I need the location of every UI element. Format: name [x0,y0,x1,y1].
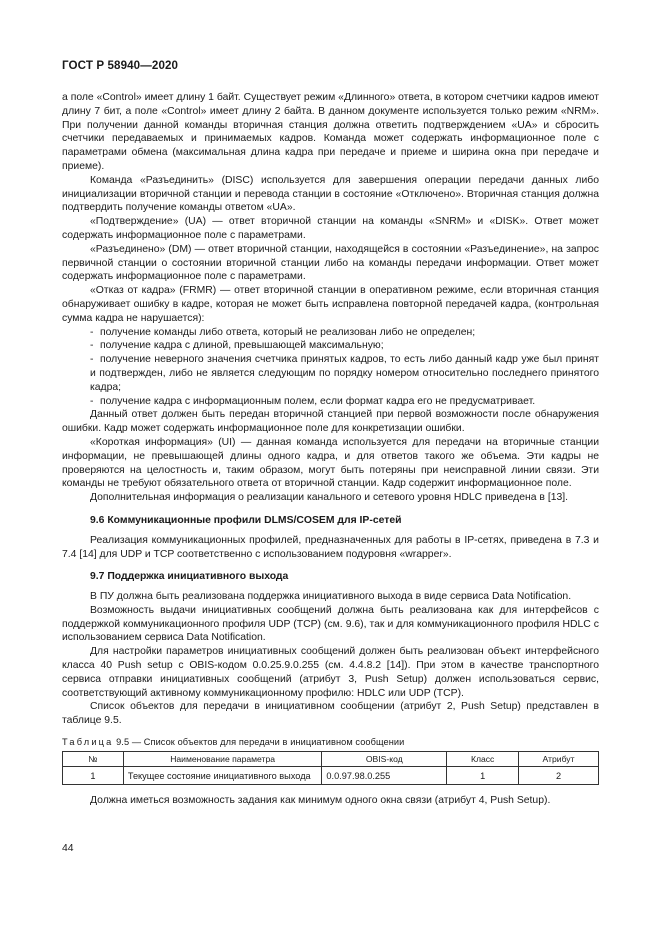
paragraph: В ПУ должна быть реализована поддержка инициативного выхода в виде сервиса Data Notification. [90,591,572,603]
list-dash: - [90,340,94,352]
objects-table [62,751,599,785]
table-caption-word: Таблица [62,737,114,748]
section-heading-9-6: 9.6 Коммуникационные профили DLMS/COSEM для IP-сетей [90,514,402,526]
table-cell: 0.0.97.98.0.255 [322,767,447,785]
document-header: ГОСТ Р 58940—2020 [62,59,179,72]
list-item-text: получение команды либо ответа, который не реализован либо не определен; [100,326,476,338]
paragraph: Возможность выдачи инициативных сообщений должна быть реализована как для интерфейсов с поддержкой коммуникационного профиля UDP (TCP) (см. 9.6), так и для коммуникационного профиля HDLC с использованием сервиса Data Notification. [62,604,599,644]
list-item-text: получение кадра с длиной, превышающей максимальную; [100,340,384,352]
list-item-text: получение кадра с информационным полем, если формат кадра его не предусматривает. [100,395,536,407]
column-header: OBIS-код [322,752,447,767]
list-dash: - [90,354,94,366]
paragraph: Список объектов для передачи в инициативном сообщении (атрибут 2, Push Setup) представлен в таблице 9.5. [62,701,599,727]
paragraph: Дополнительная информация о реализации канального и сетевого уровня HDLC приведена в [13]. [90,492,569,504]
paragraph: Для настройки параметров инициативных сообщений должен быть реализован объект интерфейсного класса 40 Push setup с OBIS-кодом 0.0.25.9.0.255 (см. 4.4.8.2 [14]). При этом в качестве транспортного сервиса отправки инициативных сообщений (атрибут 3, Push Setup) должен использоваться сервис, соответствующий активному коммуникационному профилю: HDLC или UDP (TCP). [62,646,599,699]
table-cell: Текущее состояние инициативного выхода [123,767,322,785]
column-header: Класс [447,752,519,767]
column-header: № [63,752,124,767]
column-header: Наименование параметра [123,752,322,767]
page-body [62,91,599,808]
list-item-text: получение неверного значения счетчика принятых кадров, то есть либо данный кадр уже был принят и подтвержден, либо не является следующим по порядку номером относительно последнего принятого кадра; [90,354,599,393]
list-dash: - [90,326,94,338]
paragraph: Команда «Разъединить» (DISC) используется для завершения операции передачи данных либо инициализации вторичной станции и перевода станции в состояние «Отключено». Вторичная станция должна подтвердить получение команды ответом «UA». [62,174,599,214]
paragraph: Данный ответ должен быть передан вторичной станцией при первой возможности после обнаружения ошибки. Кадр может содержать информационное поле для конкретизации ошибки. [62,409,599,435]
list-item [62,395,599,409]
paragraph: «Отказ от кадра» (FRMR) — ответ вторичной станции в оперативном режиме, если вторичная станция обнаруживает ошибку в кадре, которая не может быть исправлена повторной передачей кадра, (контрольная сумма кадра не нарушается): [62,285,599,324]
paragraph: а поле «Control» имеет длину 1 байт. Существует режим «Длинного» ответа, в котором счетчики кадров имеют длину 7 бит, а поле «Control» имеет длину 2 байта. В данном документе используется только режим «NRM». При получении данной команды вторичная станция должна ответить подтверждением «UA» и сбросить счетчики передаваемых и принимаемых кадров. Команда может содержать информационное поле с параметрами обмена (максимальная длина кадра при передаче и приеме и ширина окна при передаче и приеме). [62,92,599,172]
list-item [62,353,599,394]
list-item [62,326,599,340]
table-cell: 1 [63,767,124,785]
list-item [62,339,599,353]
column-header: Атрибут [519,752,599,767]
paragraph: «Разъединено» (DM) — ответ вторичной станции, находящейся в состоянии «Разъединение», на запрос первичной станции о состоянии вторичной станции либо на команды передачи информации. Ответ может содержать информационное поле с параметрами. [62,243,599,283]
table-caption [62,737,599,747]
table-caption-text: 9.5 — Список объектов для передачи в инициативном сообщении [113,737,405,748]
paragraph: «Короткая информация» (UI) — данная команда используется для передачи на вторичные станции информации, не превышающей длины одного кадра, и для ответов такого же объема. Эти кадры не проверяются на целостность и, таким образом, могут быть потеряны при неисправной линии связи. Эти команды не требуют обязательного ответа от вторичной станции. Кадр содержит информационное поле. [62,436,599,490]
table-cell: 2 [519,767,599,785]
paragraph: «Подтверждение» (UA) — ответ вторичной станции на команды «SNRM» и «DISK». Ответ может содержать информационное поле с параметрами. [62,216,599,241]
paragraph: Реализация коммуникационных профилей, предназначенных для работы в IP-сетях, приведена в 7.3 и 7.4 [14] для UDP и TCP соответственно с использованием подуровня «wrapper». [62,534,599,560]
paragraph: Должна иметься возможность задания как минимум одного окна связи (атрибут 4, Push Setup). [90,795,551,807]
table-row [63,767,599,785]
table-header-row [63,752,599,767]
list-dash: - [90,395,94,407]
section-heading-9-7: 9.7 Поддержка инициативного выхода [90,571,289,583]
table-cell: 1 [447,767,519,785]
page-number: 44 [62,843,74,854]
